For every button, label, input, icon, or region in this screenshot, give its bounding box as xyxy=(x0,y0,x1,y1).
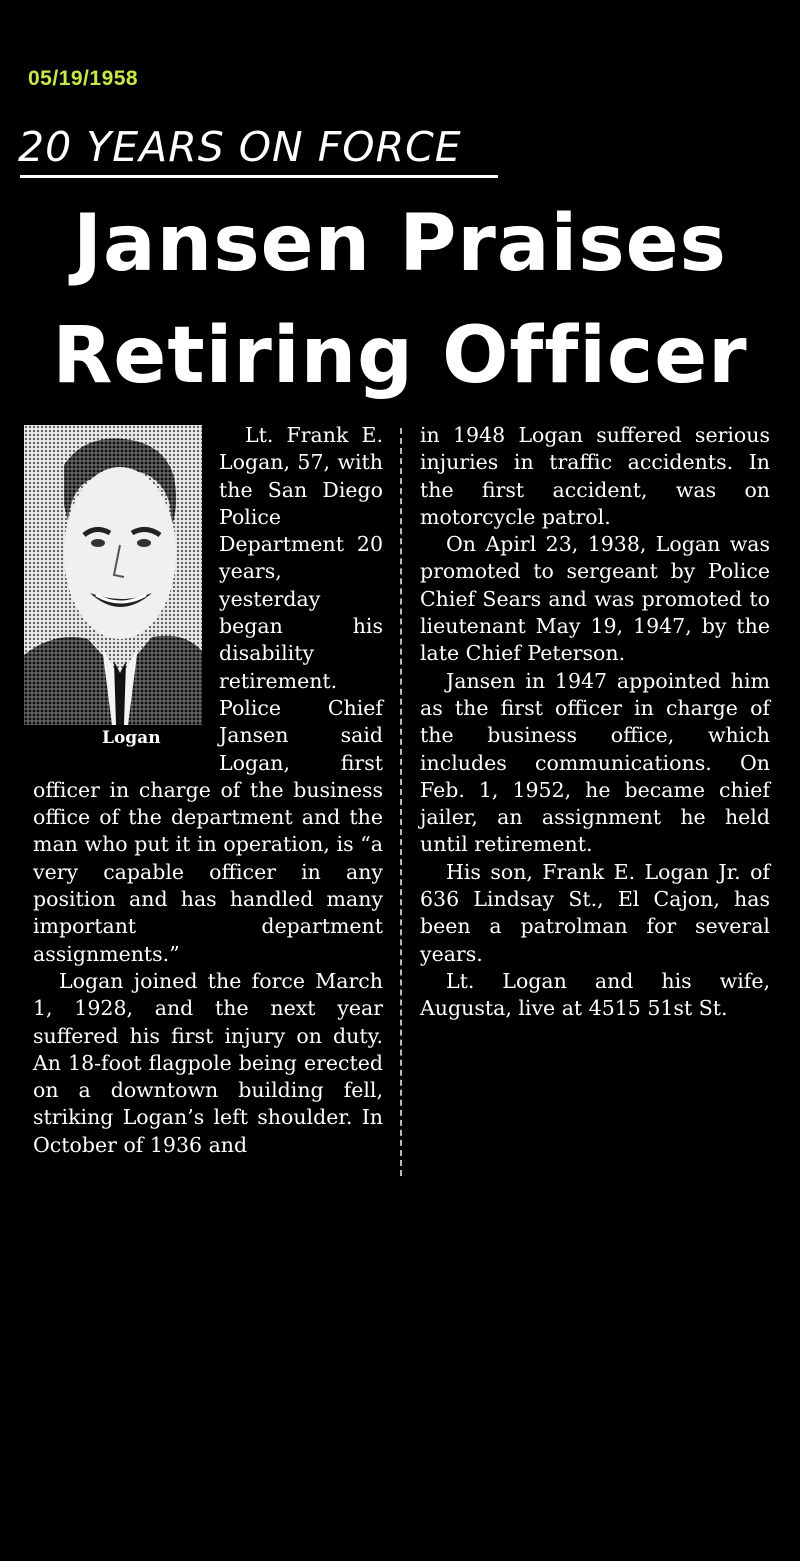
headline-line-1: Jansen Praises xyxy=(73,199,727,289)
kicker-underline xyxy=(20,175,498,178)
officer-portrait-photo xyxy=(24,425,202,725)
article-paragraph: On Apirl 23, 1938, Logan was promoted to sergeant by Police Chief Sears and was promoted to lieutenant May 19, 1947, by the late Chief Peterson. xyxy=(420,532,770,666)
article-paragraph: in 1948 Logan suffered serious injuries in traffic accidents. In the first accident, was on motorcycle patrol. xyxy=(420,423,770,529)
kicker-headline: 20 YEARS ON FORCE xyxy=(18,123,462,171)
main-headline xyxy=(0,188,800,412)
article-paragraph: Lt. Logan and his wife, Augusta, live at 4515 51st St. xyxy=(420,968,770,1021)
column-divider xyxy=(400,428,402,1176)
paragraph-text: Lt. Frank E. Logan, 57, with the San Diego Police Department 20 years, yesterday began his disability retirement. Police Chief Jansen said Logan, first officer in charge of the business office of the department and the man who put it in operation, is “a very capable officer in any position and has handled many important department assignments.” xyxy=(33,423,383,966)
article-paragraph: Jansen in 1947 appointed him as the first officer in charge of the business office, which includes communications. On Feb. 1, 1952, he became chief jailer, an assignment he held until retirement. xyxy=(420,668,770,857)
article-column-right xyxy=(420,422,770,1023)
article-paragraph: His son, Frank E. Logan Jr. of 636 Lindsay St., El Cajon, has been a patrolman for several years. xyxy=(420,859,770,966)
headline-line-2: Retiring Officer xyxy=(52,311,748,401)
article-column-left xyxy=(33,422,383,1159)
clipping-date: 05/19/1958 xyxy=(28,67,139,90)
photo-figure xyxy=(24,425,207,751)
article-paragraph xyxy=(33,422,383,968)
photo-caption: Logan xyxy=(102,728,161,748)
article-paragraph: Logan joined the force March 1, 1928, and the next year suffered his first injury on duty. An 18-foot flagpole being erected on a downtown building fell, striking Logan’s left shoulder. In October of 1936 and xyxy=(33,968,383,1157)
